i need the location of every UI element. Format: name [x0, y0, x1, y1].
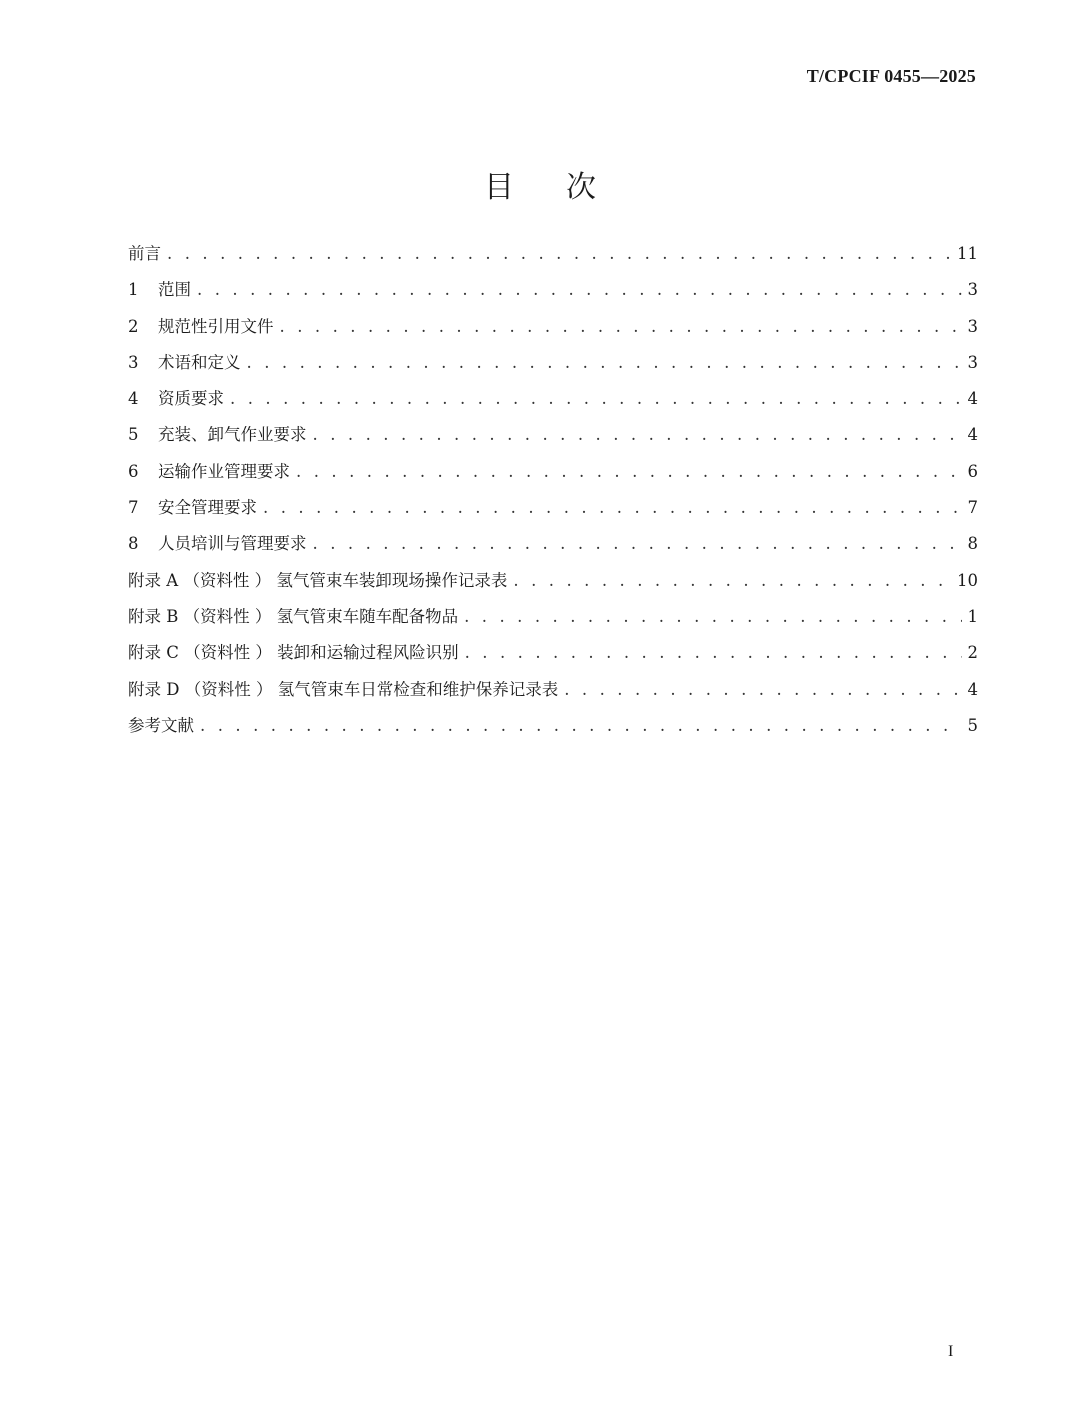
- toc-entry-label: 附录 A （资料性 ） 氢气管束车装卸现场操作记录表: [128, 570, 508, 590]
- toc-entry-page: 11: [957, 244, 978, 263]
- toc-entry-label: 充装、卸气作业要求: [158, 425, 307, 445]
- toc-entry-label: 附录 B （资料性 ） 氢气管束车随车配备物品: [128, 606, 459, 626]
- dot-leader: [313, 534, 962, 553]
- toc-entry-page: 3: [967, 280, 978, 300]
- toc-entry-page: 5: [967, 715, 978, 735]
- toc-title: 目次: [484, 170, 648, 205]
- dot-leader: [513, 571, 951, 590]
- toc-entry-appendix-b[interactable]: [128, 603, 978, 639]
- toc-entry-4[interactable]: [128, 385, 978, 421]
- toc-entry-label: 附录 C （资料性 ） 装卸和运输过程风险识别: [128, 643, 459, 663]
- dot-leader: [465, 643, 962, 662]
- toc-entry-label: 附录 D （资料性 ） 氢气管束车日常检查和维护保养记录表: [128, 679, 559, 699]
- toc-entry-page: 3: [967, 352, 978, 372]
- toc-entry-foreword[interactable]: [128, 240, 978, 276]
- dot-leader: [564, 680, 961, 699]
- toc-entry-number: 5: [128, 425, 139, 445]
- toc-entry-label: 运输作业管理要求: [158, 461, 290, 481]
- dot-leader: [247, 353, 962, 372]
- dot-leader: [296, 462, 962, 481]
- dot-leader: [263, 498, 962, 517]
- toc-entry-label: 安全管理要求: [158, 498, 257, 518]
- toc-entry-label: 术语和定义: [158, 352, 241, 372]
- toc-entry-5[interactable]: [128, 421, 978, 457]
- toc-entry-page: 4: [967, 679, 978, 699]
- dot-leader: [197, 280, 962, 299]
- toc-entry-references[interactable]: [128, 712, 978, 748]
- document-code: T/CPCIF 0455—2025: [806, 66, 976, 86]
- toc-entry-number: 7: [128, 498, 139, 518]
- toc-entry-appendix-a[interactable]: [128, 567, 978, 603]
- toc-entry-label: 前言: [128, 244, 161, 263]
- dot-leader: [313, 425, 962, 444]
- toc-entry-page: 1: [967, 606, 978, 626]
- toc-entry-page: 6: [967, 461, 978, 481]
- toc-entry-page: 2: [967, 643, 978, 663]
- toc-entry-number: 4: [128, 389, 139, 409]
- toc-entry-appendix-d[interactable]: [128, 676, 978, 712]
- dot-leader: [200, 716, 962, 735]
- toc-entry-page: 3: [967, 316, 978, 336]
- toc-entry-page: 4: [967, 425, 978, 445]
- toc-entry-number: 6: [128, 461, 139, 481]
- dot-leader: [167, 244, 951, 263]
- toc-entry-page: 10: [957, 570, 978, 590]
- toc-entry-number: 2: [128, 316, 139, 336]
- toc-entry-number: 8: [128, 534, 139, 554]
- toc-entry-label: 规范性引用文件: [158, 316, 274, 336]
- toc-entry-1[interactable]: [128, 276, 978, 312]
- dot-leader: [230, 389, 962, 408]
- toc-entry-3[interactable]: [128, 349, 978, 385]
- toc-entry-page: 4: [967, 389, 978, 409]
- dot-leader: [464, 607, 961, 626]
- toc-entry-page: 7: [967, 498, 978, 518]
- toc-entry-7[interactable]: [128, 494, 978, 530]
- toc-entry-number: 3: [128, 352, 139, 372]
- toc-entry-label: 人员培训与管理要求: [158, 534, 307, 554]
- dot-leader: [280, 317, 962, 336]
- toc-entry-page: 8: [967, 534, 978, 554]
- toc-entry-8[interactable]: [128, 530, 978, 566]
- page-number: I: [948, 1343, 954, 1360]
- toc-entry-label: 资质要求: [158, 389, 224, 409]
- toc-entry-appendix-c[interactable]: [128, 639, 978, 675]
- toc-entry-label: 参考文献: [128, 715, 194, 735]
- toc-entry-number: 1: [128, 280, 139, 300]
- toc-entry-6[interactable]: [128, 458, 978, 494]
- toc-entry-2[interactable]: [128, 313, 978, 349]
- table-of-contents: [128, 240, 978, 748]
- toc-entry-label: 范围: [158, 280, 191, 300]
